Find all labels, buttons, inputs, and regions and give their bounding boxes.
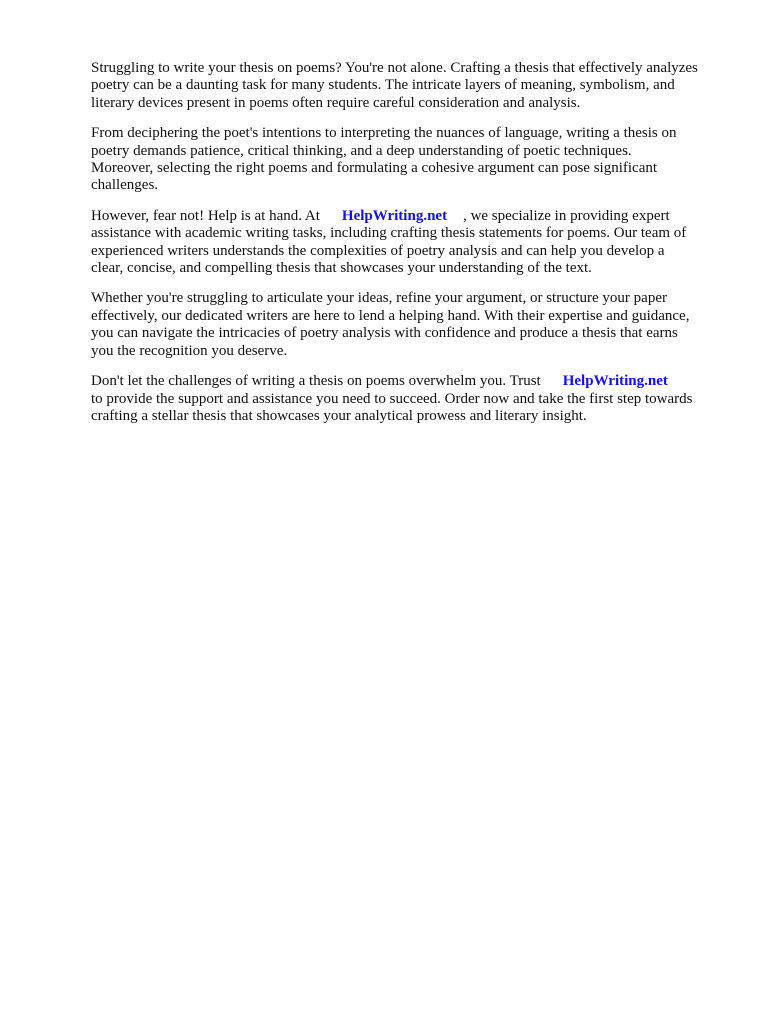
paragraph-3-intro: However, fear not! Help is at hand. At (91, 207, 320, 224)
helpwriting-link-2[interactable]: HelpWriting.net (562, 373, 668, 390)
paragraph-5-intro: Don't let the challenges of writing a thesis on poems overwhelm you. Trust (91, 373, 541, 390)
paragraph-3-body: assistance with academic writing tasks, including crafting thesis statements for poems. Our team of experienced writers understands the complexities of poetry analysis and can help you develop a clear, concise, and compelling thesis that showcases your understanding of the text. (91, 225, 687, 277)
paragraph-4: Whether you're struggling to articulate your ideas, refine your argument, or structure your paper effectively, our dedicated writers are here to lend a helping hand. With their expertise and guidance, you can navigate the intricacies of poetry analysis with confidence and produce a thesis that earns you the recognition you deserve. (91, 290, 690, 359)
paragraph-3-continuation: , we specialize in providing expert (463, 207, 670, 224)
paragraph-5-body: to provide the support and assistance you need to succeed. Order now and take the first step towards crafting a stellar thesis that showcases your analytical prowess and literary insight. (91, 390, 693, 424)
helpwriting-link[interactable]: HelpWriting.net (341, 207, 448, 224)
document-body (91, 60, 731, 438)
paragraph-2: From deciphering the poet's intentions to interpreting the nuances of language, writing a thesis on poetry demands patience, critical thinking, and a deep understanding of poetic techniques. Moreover, selecting the right poems and formulating a cohesive argument can pose significant challenges. (91, 125, 677, 194)
paragraph-5 (91, 373, 731, 425)
paragraph-1: Struggling to write your thesis on poems? You're not alone. Crafting a thesis that effectively analyzes poetry can be a daunting task for many students. The intricate layers of meaning, symbolism, and literary devices present in poems often require careful consideration and analysis. (91, 60, 698, 111)
paragraph-3 (91, 208, 731, 278)
